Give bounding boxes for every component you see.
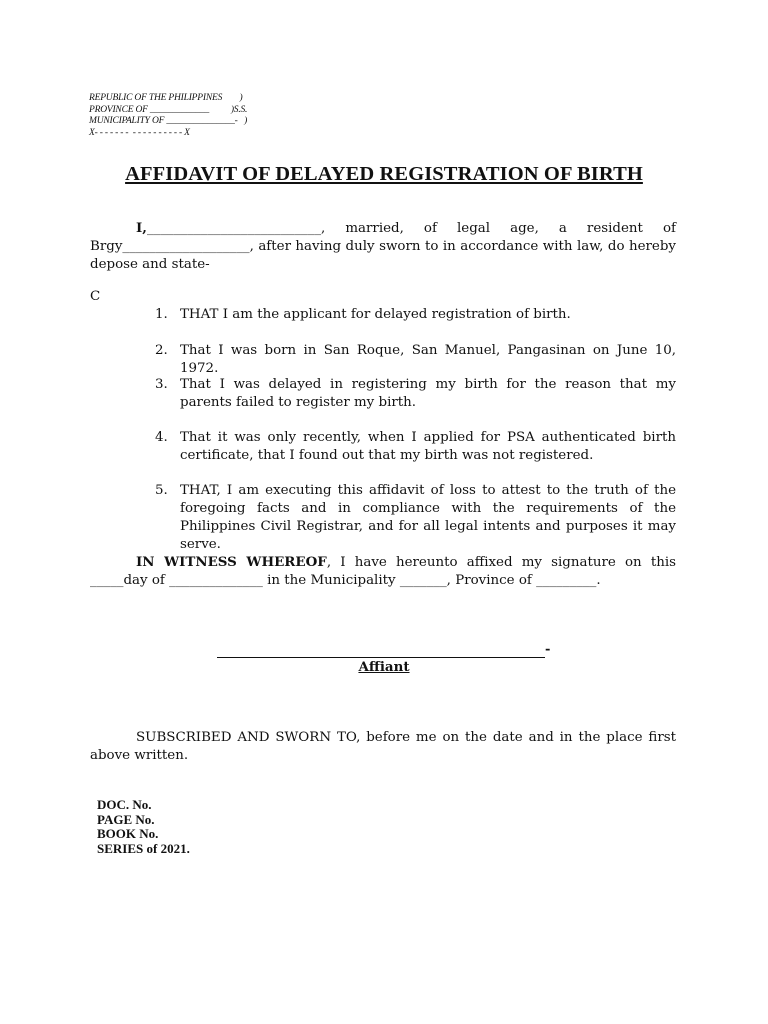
intro-paragraph — [90, 219, 676, 274]
list-item — [155, 342, 676, 378]
venue-municipality-line: MUNICIPALITY OF _______________- ) — [89, 116, 248, 126]
list-item-number: 5. — [155, 483, 168, 498]
series-year: SERIES of 2021. — [97, 840, 190, 856]
list-item-text: THAT I am the applicant for delayed registration of birth. — [180, 307, 571, 322]
document-title: AFFIDAVIT OF DELAYED REGISTRATION OF BIRTH — [125, 163, 643, 185]
venue-province-line: PROVINCE OF _____________ )S.S. — [89, 104, 248, 115]
venue-block — [89, 93, 247, 139]
signature-line — [217, 657, 545, 658]
list-item-number: 4. — [155, 430, 168, 445]
notarial-register-block — [97, 798, 190, 856]
intro-text: __________________________, married, of legal age, a resident of Brgy___________________, after having duly sworn to in accordance with law, do hereby depose and state- — [90, 221, 676, 272]
list-item-number: 1. — [155, 307, 168, 322]
list-item — [155, 306, 676, 324]
page-number: PAGE No. — [97, 811, 155, 827]
jurat-text: SUBSCRIBED AND SWORN TO, before me on the date and in the place first above written. — [90, 730, 676, 763]
witness-paragraph — [90, 553, 676, 590]
intro-pronoun: I, — [136, 220, 147, 236]
jurat-paragraph — [90, 729, 676, 765]
list-item — [155, 376, 676, 412]
book-number: BOOK No. — [97, 826, 159, 841]
venue-republic-line: REPUBLIC OF THE PHILIPPINES ) — [89, 93, 243, 103]
list-item-text: That I was delayed in registering my birth for the reason that my parents failed to register my birth. — [180, 377, 676, 410]
venue-separator-line: X- - - - - - - - - - - - - - - - - X — [89, 127, 190, 138]
doc-number: DOC. No. — [97, 797, 152, 812]
witness-text: , I have hereunto affixed my signature on this _____day of ______________ in the Municipality _______, Province of _________. — [90, 555, 676, 588]
witness-lead: IN WITNESS WHEREOF — [136, 554, 327, 570]
list-item — [155, 482, 676, 554]
affiant-label: Affiant — [358, 659, 410, 675]
list-item-text: That it was only recently, when I applied for PSA authenticated birth certificate, that I found out that my birth was not registered. — [180, 430, 676, 463]
signature-dash: - — [545, 642, 551, 657]
list-item — [155, 429, 676, 465]
list-item-text: THAT, I am executing this affidavit of loss to attest to the truth of the foregoing facts and in compliance with the requirements of the Philippines Civil Registrar, and for all legal intents and purposes it may serve. — [180, 483, 676, 552]
list-item-number: 3. — [155, 377, 168, 392]
stray-mark: C — [90, 289, 101, 304]
list-item-number: 2. — [155, 343, 168, 358]
list-item-text: That I was born in San Roque, San Manuel, Pangasinan on June 10, 1972. — [180, 343, 676, 376]
